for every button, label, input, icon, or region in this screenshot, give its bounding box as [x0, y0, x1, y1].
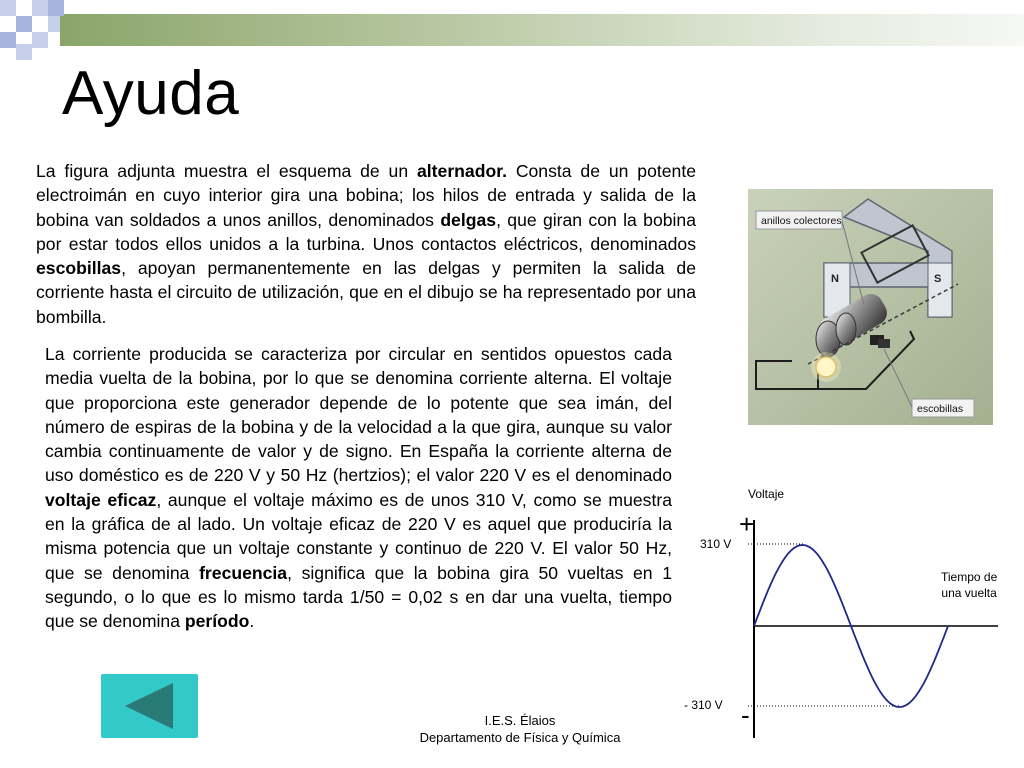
term-voltaje-eficaz: voltaje eficaz	[45, 489, 157, 510]
text-segment: , que giran con la bobina por estar todos ellos unidos a la turbina. Unos contactos eléctricos, denominados	[36, 209, 696, 254]
text-segment: La corriente producida se caracteriza por circular en sentidos opuestos cada media vuelta de la bobina, por lo que se denomina corriente alterna. El voltaje que proporciona este generador depende de lo potente que sea imán, del número de espiras de la bobina y de la velocidad a la que gira, aunque su valor cambia continuamente de valor y de signo. En España la corriente alterna de uso doméstico es de 220 V y 50 Hz (hertzios); el valor 220 V es el denominado	[45, 344, 672, 486]
pole-s-label: S	[934, 273, 942, 285]
graph-min-label: - 310 V	[684, 698, 723, 712]
header-square-decoration	[32, 0, 48, 16]
term-frecuencia: frecuencia	[199, 562, 288, 583]
pole-n-label: N	[831, 273, 839, 285]
header-square-decoration	[16, 16, 32, 32]
header-square-decoration	[0, 0, 16, 16]
period-label-line1: Tiempo de	[941, 570, 998, 584]
header-square-decoration	[32, 32, 48, 48]
text-segment: , aunque el voltaje máximo es de unos 310 V, como se muestra en la gráfica de al lado. Un voltaje eficaz de 220 V es aquel que produciría la misma potencia que un voltaje constante y continuo de 220 V. El valor 50 Hz, que se denomina	[45, 489, 672, 583]
term-escobillas: escobillas	[36, 258, 122, 279]
back-button[interactable]	[101, 674, 198, 738]
paragraph-alternating-current	[45, 342, 672, 634]
alternator-diagram	[748, 189, 993, 425]
header-square-decoration	[16, 44, 32, 60]
header-square-decoration	[32, 16, 48, 32]
sine-graph	[700, 500, 1024, 740]
graph-voltage-label: Voltaje	[748, 487, 785, 501]
rings-label: anillos colectores	[761, 215, 842, 227]
text-segment: La figura adjunta muestra el esquema de un	[36, 161, 417, 181]
text-segment: , significa que la bobina gira 50 vueltas en 1 segundo, o lo que es lo mismo tarda 1/50 = 0,02 s en dar una vuelta, tiempo que se denomina	[45, 562, 672, 632]
header-square-decoration	[0, 32, 16, 48]
text-segment: .	[249, 611, 255, 632]
brushes-label: escobillas	[917, 403, 964, 415]
graph-plus-sign: +	[739, 509, 755, 539]
header-square-decoration	[48, 16, 60, 32]
text-segment: Consta de un potente electroimán en cuyo interior gira una bobina; los hilos de entrada y salida de la bobina van soldados a unos anillos, denominados	[36, 161, 697, 230]
header-square-decoration	[16, 0, 32, 16]
footer-school: I.E.S. Élaios	[484, 713, 556, 728]
term-periodo: período	[184, 611, 250, 632]
page-title: Ayuda	[62, 59, 240, 128]
period-label-line2: una vuelta	[941, 586, 997, 600]
footer-department: Departamento de Física y Química	[419, 730, 621, 745]
term-delgas: delgas	[440, 209, 497, 230]
graph-max-label: 310 V	[700, 537, 732, 551]
back-arrow-icon	[101, 674, 198, 738]
header-square-decoration	[48, 0, 64, 16]
paragraph-intro	[36, 159, 696, 329]
footer	[380, 712, 660, 746]
term-alternador: alternador.	[417, 161, 507, 181]
header-gradient-bar	[60, 14, 1024, 46]
graph-minus-sign: -	[741, 700, 750, 730]
text-segment: , apoyan permanentemente en las delgas y permiten la salida de corriente hasta el circuito de utilización, que en el dibujo se ha representado por una bombilla.	[36, 258, 696, 327]
